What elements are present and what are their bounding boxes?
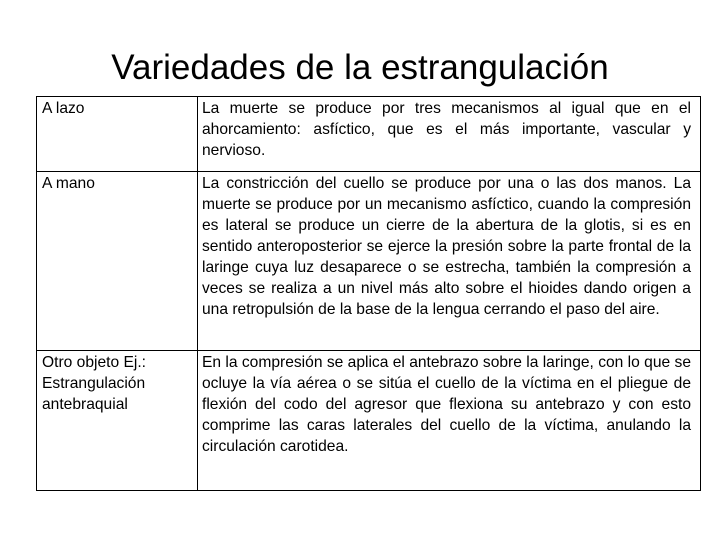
slide-title: Variedades de la estrangulación bbox=[111, 48, 609, 87]
row-label-cell bbox=[37, 351, 198, 491]
row-label-cell bbox=[37, 172, 198, 351]
row-label: A mano bbox=[42, 175, 95, 192]
table-row-otro-objeto bbox=[37, 351, 701, 491]
row-description-cell bbox=[198, 172, 701, 351]
row-description: La muerte se produce por tres mecanismos al igual que en el ahorcamiento: asfíctico, que es el más importante, vascular y nervioso. bbox=[202, 100, 691, 159]
table-row-mano bbox=[37, 172, 701, 351]
row-description-cell bbox=[198, 97, 701, 172]
table-row-lazo bbox=[37, 97, 701, 172]
row-label: Otro objeto Ej.: Estrangulación antebraquial bbox=[42, 354, 147, 413]
row-description: En la compresión se aplica el antebrazo sobre la laringe, con lo que se ocluye la vía aérea o se sitúa el cuello de la víctima en el pliegue de flexión del codo del agresor que flexiona su antebrazo y con esto comprime las caras laterales del cuello de la víctima, anulando la circulación carotidea. bbox=[202, 354, 691, 455]
strangulation-types-table bbox=[36, 96, 701, 491]
row-label: A lazo bbox=[42, 100, 85, 117]
row-label-cell bbox=[37, 97, 198, 172]
row-description-cell bbox=[198, 351, 701, 491]
row-description: La constricción del cuello se produce por una o las dos manos. La muerte se produce por un mecanismo asfíctico, cuando la compresión es lateral se produce un cierre de la abertura de la glotis, si es en sentido anteroposterior se ejerce la presión sobre la parte frontal de la laringe cuya luz desaparece o se estrecha, también la compresión a veces se realiza a un nivel más alto sobre el hioides dando origen a una retropulsión de la base de la lengua cerrando el paso del aire. bbox=[202, 175, 691, 318]
